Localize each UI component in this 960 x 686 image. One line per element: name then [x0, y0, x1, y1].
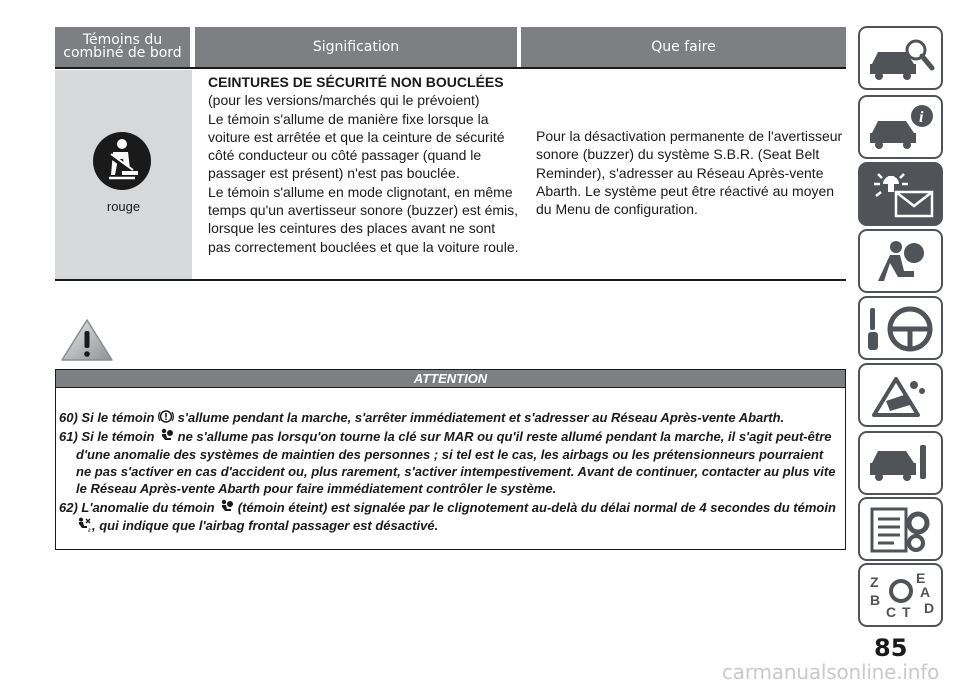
signification-paragraph: Le témoin s'allume en mode clignotant, en même temps qu'un avertisseur sonore (buzzer) est émis, lorsque les ceintures des places avant ne sont pas correctement bouclées et que la voiture roule. [208, 183, 519, 255]
sidebar-tab-vehicle-knowledge[interactable] [858, 26, 943, 90]
sidebar-tab-starting-driving[interactable] [858, 296, 943, 360]
note-text: (témoin éteint) est signalée par le clignotement au-delà du délai normal de 4 secondes du témoin [237, 500, 836, 516]
car-crash-icon [866, 371, 936, 421]
sidebar-tab-dashboard-warnings[interactable] [858, 162, 943, 226]
page-number: 85 [874, 634, 908, 662]
signification-paragraph: (pour les versions/marchés qui le prévoient) [208, 92, 480, 109]
svg-text:Z: Z [870, 574, 879, 590]
signification-cell [208, 73, 520, 256]
svg-text:E: E [916, 571, 926, 586]
alphabet-index-icon [866, 571, 936, 621]
car-search-icon [866, 34, 936, 84]
signification-title: CEINTURES DE SÉCURITÉ NON BOUCLÉES [208, 74, 504, 90]
seat-belt-warning-icon [92, 131, 152, 191]
table-header [55, 27, 846, 67]
attention-title: ATTENTION [55, 369, 846, 388]
header-signification: Signification [195, 27, 517, 67]
car-service-icon [866, 439, 936, 489]
svg-text:D: D [924, 600, 935, 616]
svg-text:i: i [919, 109, 924, 126]
sidebar-tab-technical-data[interactable] [858, 497, 943, 561]
header-que-faire: Que faire [521, 27, 846, 67]
header-temoins: Témoins du combiné de bord [55, 27, 190, 67]
note-60 [59, 409, 841, 426]
note-text: Si le témoin [81, 429, 155, 445]
svg-text:2: 2 [88, 527, 91, 532]
watermark: carmanualsonline.info [722, 660, 940, 684]
sidebar-tab-maintenance[interactable] [858, 431, 943, 495]
note-61 [59, 428, 841, 497]
svg-text:C: C [886, 604, 897, 620]
sidebar-tab-index[interactable] [858, 563, 943, 627]
svg-text:B: B [870, 592, 881, 608]
note-number: 62) [59, 500, 78, 516]
note-text: s'allume pendant la marche, s'arrêter immédiatement et s'adresser au Réseau Après-vente Abarth. [177, 410, 785, 425]
note-text: Si le témoin [81, 410, 155, 425]
note-text: L'anomalie du témoin [81, 500, 215, 516]
passenger-airbag-off-icon [76, 517, 92, 532]
steering-wheel-icon [866, 304, 936, 354]
svg-text:T: T [902, 604, 911, 620]
indicator-color-label: rouge [106, 199, 141, 214]
sidebar-tab-vehicle-info[interactable] [858, 95, 943, 159]
table-bottom-rule [55, 279, 846, 281]
warning-light-message-icon [866, 170, 936, 220]
note-number: 61) [59, 429, 78, 445]
warning-circle-icon [158, 409, 174, 424]
signification-paragraph: Le témoin s'allume de manière fixe lorsque la voiture est arrêtée et que la ceinture de sécurité côté conducteur ou côté passager (quand le passager est présent) n'est pas bouclée. [208, 110, 505, 182]
airbag-icon [158, 428, 174, 443]
note-text: ne s'allume pas lorsqu'on tourne la clé sur MAR ou qu'il reste allumé pendant la marche, il s'agit peut-être d'une anomalie des systèmes de maintien des personnes ; si tel est le cas, les airbags ou les prétensionneurs pourraient ne pas s'activer en cas d'accident ou, plus rarement, s'activer intempestivement. Avant de continuer, contacter au plus vite le Réseau Après-vente Abarth pour faire immédiatement contrôler le système. [76, 429, 836, 497]
attention-triangle-icon [60, 318, 114, 362]
que-faire-cell: Pour la désactivation permanente de l'avertisseur sonore (buzzer) du système S.B.R. (Seat Belt Reminder), s'adresser au Réseau Après-vente Abarth. Le système peut être réactivé au moyen du Menu de configuration. [536, 128, 843, 218]
note-62 [59, 499, 841, 534]
airbag-icon [218, 499, 234, 514]
sidebar-tab-emergency[interactable] [858, 363, 943, 427]
sidebar-tab-safety[interactable] [858, 229, 943, 293]
svg-text:A: A [920, 584, 931, 600]
car-info-icon [866, 103, 936, 153]
data-gear-icon [866, 505, 936, 555]
airbag-person-icon [866, 237, 936, 287]
attention-notes [59, 409, 841, 536]
table-top-rule [55, 67, 846, 69]
note-text: , qui indique que l'airbag frontal passager est désactivé. [92, 517, 439, 533]
note-number: 60) [59, 410, 78, 425]
